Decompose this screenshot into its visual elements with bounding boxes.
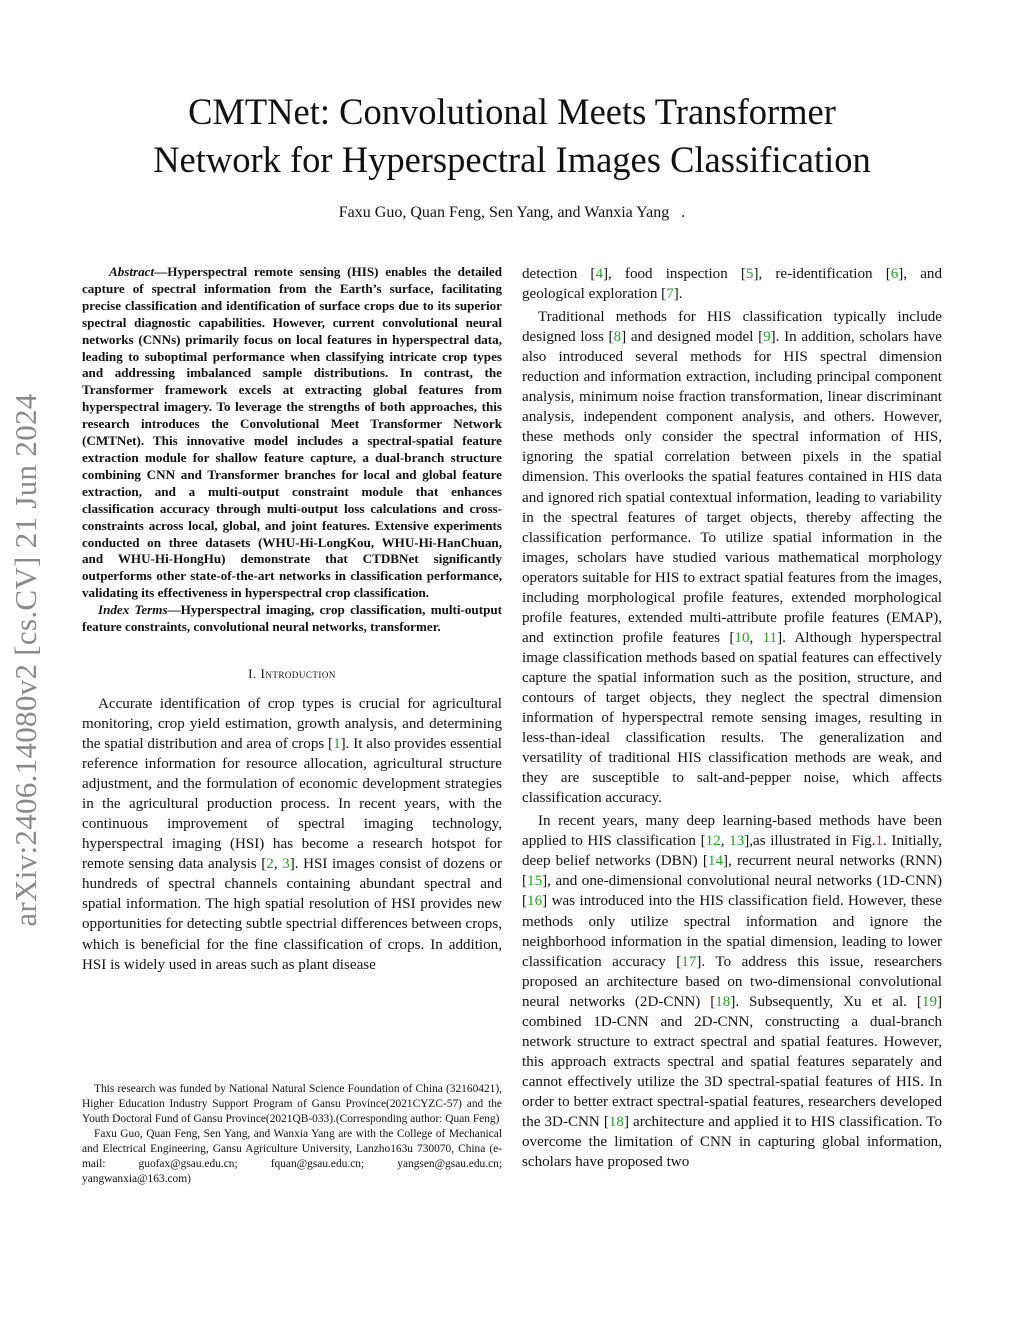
text-run: ] and designed model [ [621,329,764,346]
index-terms-text: Hyperspectral imaging, crop classification, multi-output feature constraints, convolutional neural networks, transformer. [82,602,502,635]
right-column [522,264,942,1172]
citation-link[interactable]: 3 [282,856,290,873]
text-run: ]. To address this issue, researchers proposed an architecture based on two-dimensional convolutional neural networks (2D-CNN) [ [522,953,943,1010]
text-run: ],as illustrated in Fig. [744,833,876,850]
text-run: ]. It also provides essential reference information for resource allocation, agricultural structure adjustment, and the formulation of economic development strategies in the agricultural production process. In recent years, with the continuous improvement of spectral imaging technology, hyperspectral imaging (HSI) has become a research hotspot for remote sensing data analysis [ [82,736,503,873]
text-run: Traditional methods for HIS classification typically include designed loss [ [522,309,942,346]
text-run: ], re-identification [ [753,266,891,282]
intro-paragraph-1 [82,694,502,975]
text-run: In recent years, many deep learning-based methods have been applied to HIS classification [ [522,813,942,850]
text-run: , [749,629,763,646]
citation-link[interactable]: 9 [763,329,771,346]
figure-link[interactable]: 1 [875,833,884,850]
abstract [82,264,502,602]
index-terms [82,602,502,636]
citation-link[interactable]: 4 [595,266,604,282]
text-run: ], food inspection [ [603,266,746,282]
title-line-1: CMTNet: Convolutional Meets Transformer [188,91,836,132]
right-paragraph-2 [522,307,942,808]
citation-link[interactable]: 7 [666,286,674,303]
citation-link[interactable]: 16 [527,893,543,910]
affiliation-footnote: Faxu Guo, Quan Feng, Sen Yang, and Wanxia Yang are with the College of Mechanical and Electrical Engineering, Gansu Agriculture University, Lanzho163u 730070, China (e-mail: guofax@gsau.edu.cn; fquan@gsau.edu.cn; yangsen@gsau.edu.cn; yangwanxia@163.com) [82,1128,502,1185]
text-run: . Initially, deep belief networks (DBN) [ [522,833,943,870]
left-column [82,264,502,975]
section-numeral: I. [248,665,257,681]
paper-title [60,88,964,184]
text-run: ], and one-dimensional convolutional neural networks (1D-CNN) [ [522,873,942,910]
citation-link[interactable]: 13 [729,833,745,850]
text-run: ]. [673,286,683,303]
title-line-2: Network for Hyperspectral Images Classification [153,139,871,180]
right-paragraph-1 [522,264,942,304]
author-list [60,203,964,223]
citation-link[interactable]: 18 [608,1113,624,1130]
footnotes [82,1082,502,1187]
citation-link[interactable]: 1 [333,736,341,753]
text-run: detection [ [522,266,596,282]
index-terms-lead: Index Terms [98,602,168,618]
section-heading-introduction [82,666,502,682]
text-run: ]. Subsequently, Xu et al. [ [730,993,922,1010]
right-paragraph-3 [522,811,942,1172]
citation-link[interactable]: 17 [681,953,697,970]
text-run: Accurate identification of crop types is crucial for agricultural monitoring, crop yield estimation, growth analysis, and determining the spatial distribution and area of crops [ [82,695,502,753]
text-run: ] architecture and applied it to HIS classification. To overcome the limitation of CNN in capturing global information, scholars have proposed two [522,1113,942,1171]
text-run: ] combined 1D-CNN and 2D-CNN, constructing a dual-branch network structure to extract spectral and spatial features. However, this approach extracts spectral and spatial features separately and cannot effectively utilize the 3D spectral-spatial features of HIS. In order to better extract spectral-spatial features, researchers developed the 3D-CNN [ [522,993,943,1130]
text-run: ]. In addition, scholars have also introduced several methods for HIS spectral dimension reduction and information extraction, including principal component analysis, minimum noise fraction transformation, linear discriminant analysis, independent component analysis, and others. However, these methods only consider the spectral information of HIS, ignoring the spatial correlation between pixels in the spatial dimension. This overlooks the spatial features contained in HIS data and ignored rich spatial contextual information, leading to variability in the spectral features of target objects, thereby affecting the classification performance. To utilize spatial information in the images, scholars have studied various mathematical morphology operators suitable for HIS to extract spatial features from the images, including morphological profile features, extended morphological profile features, extended multi-attribute profile features (EMAP), and extinction profile features [ [522,329,942,646]
abstract-dash: — [154,264,168,279]
funding-footnote: This research was funded by National Natural Science Foundation of China (32160421), Higher Education Industry Support Program of Gansu Province(2021CYZC-57) and the Youth Doctoral Fund of Gansu Province(2021QB-033).(Corresponding author: Quan Feng) [82,1083,502,1125]
citation-link[interactable]: 6 [890,266,899,282]
citation-link[interactable]: 15 [527,873,543,890]
text-run: ] was introduced into the HIS classification field. However, these methods only utilize spectral information and ignore the neighborhood information in the spatial dimension, leading to lower classification accuracy [ [522,893,942,970]
citation-link[interactable]: 5 [745,266,754,282]
text-run: ], and geological exploration [ [522,266,942,303]
citation-link[interactable]: 11 [762,629,778,646]
citation-link[interactable]: 19 [921,993,937,1010]
citation-link[interactable]: 18 [715,993,731,1010]
abstract-text: Hyperspectral remote sensing (HIS) enables the detailed capture of spectral information from the Earth’s surface, facilitating precise classification and identification of surface crops due to its superior spectral diagnostic capabilities. However, current convolutional neural networks (CNNs) primarily focus on local features in hyperspectral data, leading to suboptimal performance when classifying intricate crop types and addressing imbalanced sample distributions. In contrast, the Transformer framework excels at extracting global features from hyperspectral imagery. To leverage the strengths of both approaches, this research introduces the Convolutional Meet Transformer Network (CMTNet). This innovative model includes a spectral-spatial feature extraction module for shallow feature capture, a dual-branch structure combining CNN and Transformer branches for local and global feature extraction, and a multi-output constraint module that enhances classification accuracy through multi-output loss calculations and cross-constraints across local, global, and joint features. Extensive experiments conducted on three datasets (WHU-Hi-LongKou, WHU-Hi-HanChuan, and WHU-Hi-HongHu) demonstrate that CTDBNet significantly outperforms other state-of-the-art networks in classification performance, validating its effectiveness in hyperspectral crop classification. [82,264,502,601]
arxiv-identifier-stamp: arXiv:2406.14080v2 [cs.CV] 21 Jun 2024 [8,393,43,927]
citation-link[interactable]: 10 [734,629,750,646]
text-run: ]. HSI images consist of dozens or hundreds of spectral channels containing abundant spectral and spatial information. The high spatial resolution of HSI provides new opportunities for detecting subtle spectrial differences between crops, which is beneficial for the fine classification of crops. In addition, HSI is widely used in areas such as plant disease [82,856,502,973]
citation-link[interactable]: 8 [613,329,622,346]
citation-link[interactable]: 12 [705,833,721,850]
text-run: ]. Although hyperspectral image classification methods based on spatial features can effectively capture the spatial information such as the position, structure, and contours of target objects, they neglect the spectral dimension information of hyperspectral remote sensing images, resulting in less-than-ideal classification results. The generalization and versatility of traditional HIS classification methods are weak, and they are susceptible to salt-and-pepper noise, which affects classification accuracy. [522,629,942,807]
text-run: , [273,856,283,873]
author-names: Faxu Guo, Quan Feng, Sen Yang, and Wanxia Yang [338,204,670,221]
text-run: , [720,833,730,850]
text-run: ], recurrent neural networks (RNN) [ [522,853,942,890]
citation-link[interactable]: 14 [707,853,723,870]
index-terms-dash: — [167,602,181,618]
author-mark: . [681,204,686,221]
citation-link[interactable]: 2 [266,856,274,873]
abstract-lead: Abstract [108,264,155,279]
section-title: Introduction [260,665,336,681]
